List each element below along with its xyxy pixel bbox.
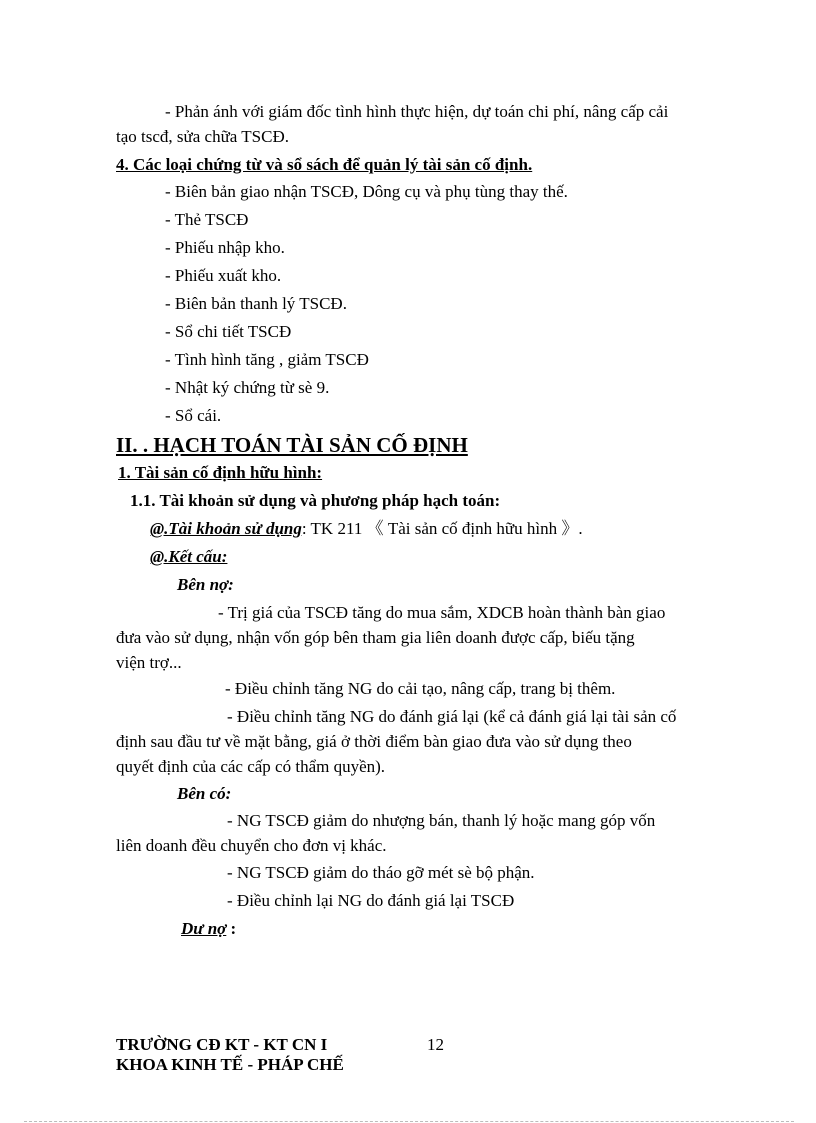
list-item: - Nhật ký chứng từ sè 9. xyxy=(165,378,330,397)
paragraph-line: viện trợ... xyxy=(116,653,182,672)
account-label: @.Tài khoản sử dụng xyxy=(150,519,302,538)
credit-side-label: Bên có: xyxy=(177,784,232,803)
paragraph-line: định sau đầu tư về mặt bằng, giá ở thời điểm bàn giao đưa vào sử dụng theo xyxy=(116,732,632,751)
debit-balance-label: Dư nợ xyxy=(181,919,227,938)
footer-page-number: 12 xyxy=(427,1035,444,1054)
list-item: - Phiếu xuất kho. xyxy=(165,266,282,285)
debit-balance-line xyxy=(181,918,236,940)
page-bottom-divider xyxy=(24,1121,794,1122)
paragraph-line: - Điều chỉnh tăng NG do đánh giá lại (kể cả đánh giá lại tài sản cố xyxy=(227,707,677,726)
account-value: : TK 211 《 Tài sản cố định hữu hình 》. xyxy=(301,519,583,538)
paragraph-line: - Phản ánh với giám đốc tình hình thực hiện, dự toán chi phí, nâng cấp cải xyxy=(165,102,669,121)
account-line xyxy=(150,518,583,540)
paragraph-line: - NG TSCĐ giảm do nhượng bán, thanh lý hoặc mang góp vốn xyxy=(227,811,656,830)
paragraph-line: - Trị giá của TSCĐ tăng do mua sắm, XDCB hoàn thành bàn giao xyxy=(218,603,666,622)
paragraph-line: liên doanh đều chuyển cho đơn vị khác. xyxy=(116,836,387,855)
section-ii-heading: II. . HẠCH TOÁN TÀI SẢN CỐ ĐỊNH xyxy=(116,433,468,457)
footer-faculty: KHOA KINH TẾ - PHÁP CHẾ xyxy=(116,1055,344,1074)
footer-school: TRƯỜNG CĐ KT - KT CN I xyxy=(116,1035,328,1054)
paragraph-line: tạo tscđ, sửa chữa TSCĐ. xyxy=(116,127,289,146)
list-item: - Sổ cái. xyxy=(165,406,222,425)
paragraph-line: đưa vào sử dụng, nhận vốn góp bên tham gia liên doanh được cấp, biếu tặng xyxy=(116,628,635,647)
paragraph-line: - NG TSCĐ giảm do tháo gỡ mét sè bộ phận. xyxy=(227,863,535,882)
debit-side-label: Bên nợ: xyxy=(177,575,234,594)
list-item: - Thẻ TSCĐ xyxy=(165,210,249,229)
list-item: - Biên bản giao nhận TSCĐ, Dông cụ và phụ tùng thay thế. xyxy=(165,182,568,201)
structure-label: @.Kết cấu: xyxy=(150,547,228,566)
paragraph-line: - Điều chỉnh lại NG do đánh giá lại TSCĐ xyxy=(227,891,515,910)
debit-balance-colon: : xyxy=(226,919,237,938)
subsection-1-heading: 1. Tài sản cố định hữu hình: xyxy=(118,463,323,482)
paragraph-line: quyết định của các cấp có thẩm quyền). xyxy=(116,757,386,776)
list-item: - Phiếu nhập kho. xyxy=(165,238,285,257)
list-item: - Tình hình tăng , giảm TSCĐ xyxy=(165,350,369,369)
paragraph-line: - Điều chỉnh tăng NG do cải tạo, nâng cấp, trang bị thêm. xyxy=(225,679,616,698)
list-item: - Biên bản thanh lý TSCĐ. xyxy=(165,294,347,313)
subsection-1-1-heading: 1.1. Tài khoản sử dụng và phương pháp hạch toán: xyxy=(130,491,501,510)
section-4-heading: 4. Các loại chứng từ và sổ sách để quản lý tài sản cố định. xyxy=(116,155,533,174)
list-item: - Sổ chi tiết TSCĐ xyxy=(165,322,292,341)
